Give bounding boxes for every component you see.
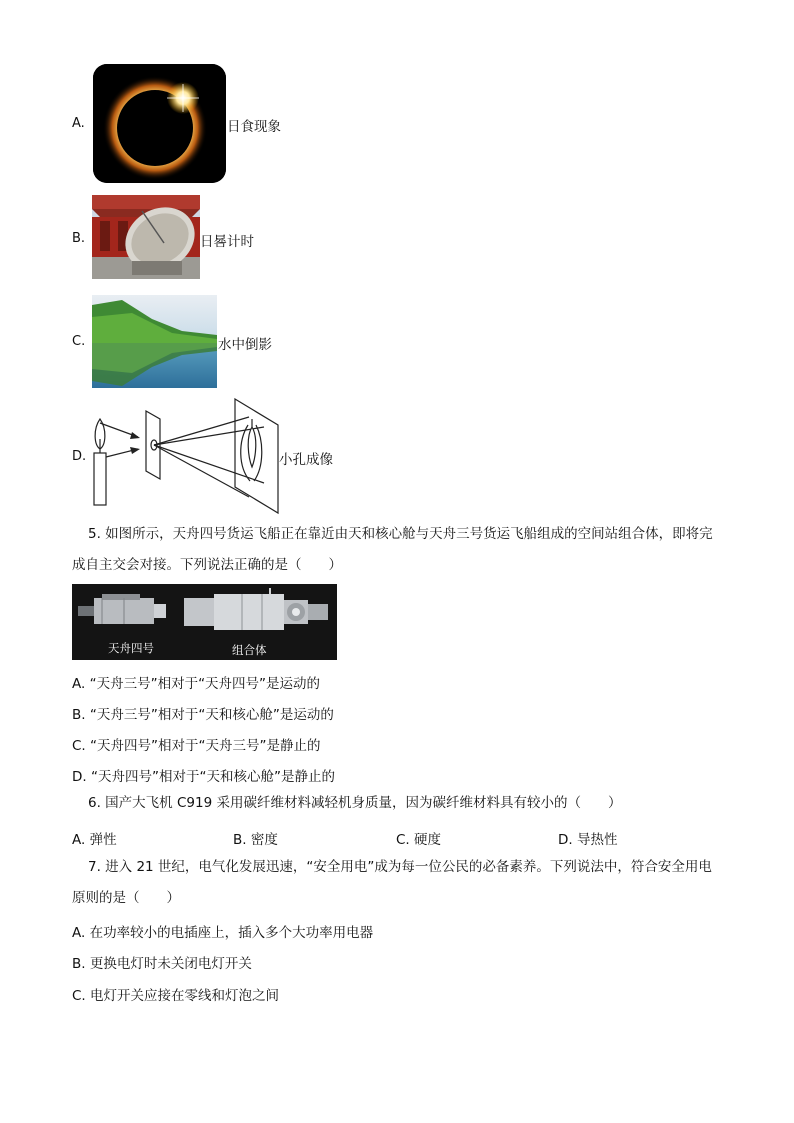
sundial-photo-icon bbox=[92, 195, 200, 279]
q6-stem: 6. 国产大飞机 C919 采用碳纤维材料减轻机身质量，因为碳纤维材料具有较小的（ ） bbox=[88, 795, 622, 811]
q7-option-a: A. 在功率较小的电插座上，插入多个大功率用电器 bbox=[72, 925, 374, 941]
q6-option-b: B. 密度 bbox=[233, 832, 278, 848]
option-letter-c: C. bbox=[72, 334, 86, 349]
option-d-caption: 小孔成像 bbox=[279, 452, 333, 468]
q5-option-d: D. “天舟四号”相对于“天和核心舱”是静止的 bbox=[72, 769, 335, 785]
option-letter-d: D. bbox=[72, 449, 87, 464]
option-a-caption: 日食现象 bbox=[227, 119, 281, 135]
q7-stem-line2: 原则的是（ ） bbox=[72, 890, 180, 906]
figure-label-tianzhou4: 天舟四号 bbox=[108, 641, 154, 655]
q6-option-a: A. 弹性 bbox=[72, 832, 117, 848]
q5-stem-line1: 5. 如图所示，天舟四号货运飞船正在靠近由天和核心舱与天舟三号货运飞船组成的空间站组合体，即将完 bbox=[88, 526, 713, 542]
figure-label-combined: 组合体 bbox=[232, 643, 267, 657]
q5-stem-line2: 成自主交会对接。下列说法正确的是（ ） bbox=[72, 557, 342, 573]
q7-stem-line1: 7. 进入 21 世纪，电气化发展迅速，“安全用电”成为每一位公民的必备素养。下列说法中，符合安全用电 bbox=[88, 859, 712, 875]
lake-reflection-photo-icon bbox=[92, 295, 217, 388]
q5-option-c: C. “天舟四号”相对于“天舟三号”是静止的 bbox=[72, 738, 321, 754]
option-letter-a: A. bbox=[72, 116, 85, 131]
space-station-photo-icon bbox=[72, 584, 337, 660]
q6-option-c: C. 硬度 bbox=[396, 832, 442, 848]
option-c-caption: 水中倒影 bbox=[218, 337, 272, 353]
solar-eclipse-photo-icon bbox=[93, 64, 226, 183]
option-letter-b: B. bbox=[72, 231, 86, 246]
option-b-caption: 日晷计时 bbox=[200, 234, 254, 250]
q6-option-d: D. 导热性 bbox=[558, 832, 618, 848]
q5-option-b: B. “天舟三号”相对于“天和核心舱”是运动的 bbox=[72, 707, 334, 723]
q5-option-a: A. “天舟三号”相对于“天舟四号”是运动的 bbox=[72, 676, 321, 692]
q7-option-b: B. 更换电灯时未关闭电灯开关 bbox=[72, 956, 252, 972]
q7-option-c: C. 电灯开关应接在零线和灯泡之间 bbox=[72, 988, 280, 1004]
pinhole-camera-diagram-icon bbox=[88, 397, 283, 515]
